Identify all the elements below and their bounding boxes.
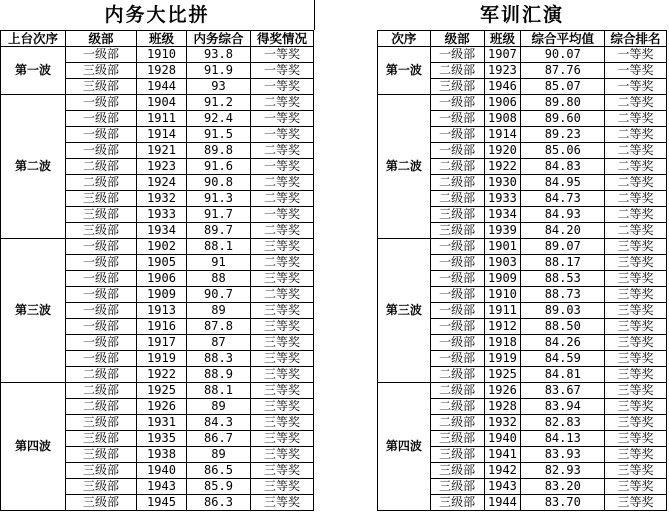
score-cell: 89.03	[521, 303, 605, 319]
award-cell: 一等奖	[251, 63, 314, 79]
award-cell: 二等奖	[605, 207, 667, 223]
class-cell: 1909	[484, 271, 521, 287]
award-cell: 三等奖	[605, 399, 667, 415]
class-cell: 1919	[137, 351, 187, 367]
award-cell: 二等奖	[251, 143, 314, 159]
score-cell: 89.07	[521, 239, 605, 255]
score-cell: 92.4	[187, 111, 251, 127]
class-cell: 1917	[137, 335, 187, 351]
internal-affairs-body	[1, 47, 314, 511]
grade-cell: 一级部	[430, 335, 484, 351]
award-cell: 二等奖	[251, 175, 314, 191]
award-cell: 三等奖	[605, 463, 667, 479]
grade-cell: 二级部	[430, 191, 484, 207]
class-cell: 1939	[484, 223, 521, 239]
score-cell: 88.9	[187, 367, 251, 383]
wave-cell: 第四波	[378, 383, 431, 511]
grade-cell: 三级部	[430, 79, 484, 95]
score-cell: 88	[187, 271, 251, 287]
award-cell: 一等奖	[251, 79, 314, 95]
grade-cell: 一级部	[430, 127, 484, 143]
score-cell: 93	[187, 79, 251, 95]
score-cell: 84.26	[521, 335, 605, 351]
grade-cell: 一级部	[66, 271, 137, 287]
score-cell: 87	[187, 335, 251, 351]
score-cell: 88.53	[521, 271, 605, 287]
score-cell: 87.76	[521, 63, 605, 79]
award-cell: 二等奖	[251, 95, 314, 111]
award-cell: 三等奖	[605, 495, 667, 511]
grade-cell: 二级部	[66, 367, 137, 383]
grade-cell: 一级部	[66, 143, 137, 159]
grade-cell: 一级部	[66, 127, 137, 143]
grade-cell: 一级部	[430, 143, 484, 159]
class-cell: 1938	[137, 447, 187, 463]
score-cell: 84.73	[521, 191, 605, 207]
award-cell: 三等奖	[251, 495, 314, 511]
grade-cell: 三级部	[66, 479, 137, 495]
score-cell: 88.1	[187, 239, 251, 255]
score-cell: 88.50	[521, 319, 605, 335]
column-header-order: 次序	[378, 31, 431, 47]
score-cell: 91	[187, 255, 251, 271]
score-cell: 85.07	[521, 79, 605, 95]
score-cell: 84.81	[521, 367, 605, 383]
class-cell: 1944	[484, 495, 521, 511]
class-cell: 1933	[484, 191, 521, 207]
table-row	[378, 95, 667, 111]
award-cell: 二等奖	[251, 223, 314, 239]
wave-cell: 第一波	[1, 47, 66, 95]
class-cell: 1906	[137, 271, 187, 287]
score-cell: 91.9	[187, 63, 251, 79]
wave-cell: 第四波	[1, 383, 66, 511]
score-cell: 84.83	[521, 159, 605, 175]
class-cell: 1925	[484, 367, 521, 383]
class-cell: 1935	[137, 431, 187, 447]
column-header-grade: 级部	[430, 31, 484, 47]
award-cell: 三等奖	[251, 335, 314, 351]
class-cell: 1918	[484, 335, 521, 351]
award-cell: 三等奖	[605, 303, 667, 319]
score-cell: 88.17	[521, 255, 605, 271]
award-cell: 三等奖	[605, 479, 667, 495]
class-cell: 1908	[484, 111, 521, 127]
score-cell: 85.9	[187, 479, 251, 495]
grade-cell: 一级部	[430, 351, 484, 367]
internal-affairs-title: 内务大比拼	[104, 4, 210, 26]
grade-cell: 二级部	[66, 175, 137, 191]
score-cell: 83.93	[521, 447, 605, 463]
class-cell: 1943	[484, 479, 521, 495]
award-cell: 三等奖	[251, 239, 314, 255]
grade-cell: 一级部	[430, 239, 484, 255]
score-cell: 86.7	[187, 431, 251, 447]
score-cell: 85.06	[521, 143, 605, 159]
score-cell: 89.23	[521, 127, 605, 143]
wave-cell: 第三波	[378, 239, 431, 383]
score-cell: 87.8	[187, 319, 251, 335]
class-cell: 1921	[137, 143, 187, 159]
award-cell: 一等奖	[251, 111, 314, 127]
grade-cell: 三级部	[66, 463, 137, 479]
award-cell: 一等奖	[251, 127, 314, 143]
class-cell: 1922	[484, 159, 521, 175]
class-cell: 1913	[137, 303, 187, 319]
internal-affairs-table	[0, 30, 314, 511]
class-cell: 1904	[137, 95, 187, 111]
score-cell: 91.3	[187, 191, 251, 207]
score-cell: 83.70	[521, 495, 605, 511]
grade-cell: 三级部	[66, 495, 137, 511]
class-cell: 1911	[137, 111, 187, 127]
award-cell: 二等奖	[605, 191, 667, 207]
grade-cell: 二级部	[430, 383, 484, 399]
class-cell: 1942	[484, 463, 521, 479]
award-cell: 三等奖	[605, 383, 667, 399]
class-cell: 1923	[137, 159, 187, 175]
score-cell: 83.94	[521, 399, 605, 415]
column-header-score: 内务综合	[187, 31, 251, 47]
score-cell: 84.95	[521, 175, 605, 191]
grade-cell: 一级部	[430, 47, 484, 63]
class-cell: 1945	[137, 495, 187, 511]
grade-cell: 三级部	[66, 447, 137, 463]
award-cell: 一等奖	[251, 207, 314, 223]
table-header-row	[378, 31, 667, 47]
table-row	[1, 47, 314, 63]
grade-cell: 一级部	[66, 47, 137, 63]
score-cell: 89.7	[187, 223, 251, 239]
award-cell: 三等奖	[251, 431, 314, 447]
column-header-class: 班级	[484, 31, 521, 47]
grade-cell: 二级部	[66, 399, 137, 415]
score-cell: 91.6	[187, 159, 251, 175]
class-cell: 1905	[137, 255, 187, 271]
score-cell: 90.07	[521, 47, 605, 63]
award-cell: 二等奖	[605, 127, 667, 143]
class-cell: 1928	[137, 63, 187, 79]
score-cell: 82.83	[521, 415, 605, 431]
grade-cell: 一级部	[66, 111, 137, 127]
table-row	[378, 239, 667, 255]
class-cell: 1922	[137, 367, 187, 383]
award-cell: 三等奖	[251, 479, 314, 495]
class-cell: 1901	[484, 239, 521, 255]
award-cell: 三等奖	[605, 447, 667, 463]
grade-cell: 二级部	[430, 175, 484, 191]
award-cell: 三等奖	[605, 287, 667, 303]
grade-cell: 二级部	[430, 63, 484, 79]
military-drill-table	[377, 30, 667, 511]
score-cell: 84.3	[187, 415, 251, 431]
class-cell: 1946	[484, 79, 521, 95]
grade-cell: 一级部	[430, 287, 484, 303]
grade-cell: 一级部	[66, 239, 137, 255]
column-header-award: 得奖情况	[251, 31, 314, 47]
award-cell: 二等奖	[605, 159, 667, 175]
award-cell: 二等奖	[605, 143, 667, 159]
table-row	[1, 239, 314, 255]
grade-cell: 三级部	[430, 207, 484, 223]
grade-cell: 三级部	[430, 479, 484, 495]
grade-cell: 一级部	[66, 287, 137, 303]
award-cell: 二等奖	[605, 223, 667, 239]
award-cell: 二等奖	[251, 255, 314, 271]
award-cell: 三等奖	[251, 415, 314, 431]
score-cell: 89	[187, 303, 251, 319]
grade-cell: 一级部	[430, 319, 484, 335]
class-cell: 1916	[137, 319, 187, 335]
score-cell: 89.60	[521, 111, 605, 127]
class-cell: 1902	[137, 239, 187, 255]
table-header-row	[1, 31, 314, 47]
award-cell: 三等奖	[251, 383, 314, 399]
table-row	[378, 383, 667, 399]
score-cell: 84.13	[521, 431, 605, 447]
grade-cell: 二级部	[66, 383, 137, 399]
class-cell: 1919	[484, 351, 521, 367]
award-cell: 二等奖	[605, 95, 667, 111]
award-cell: 一等奖	[605, 79, 667, 95]
class-cell: 1907	[484, 47, 521, 63]
grade-cell: 三级部	[430, 463, 484, 479]
award-cell: 三等奖	[251, 367, 314, 383]
military-drill-title: 军训汇演	[479, 4, 564, 26]
class-cell: 1931	[137, 415, 187, 431]
award-cell: 三等奖	[605, 239, 667, 255]
grade-cell: 二级部	[430, 415, 484, 431]
grade-cell: 三级部	[430, 431, 484, 447]
class-cell: 1940	[137, 463, 187, 479]
award-cell: 三等奖	[251, 351, 314, 367]
grade-cell: 一级部	[430, 95, 484, 111]
award-cell: 一等奖	[605, 47, 667, 63]
column-header-class: 班级	[137, 31, 187, 47]
class-cell: 1932	[137, 191, 187, 207]
class-cell: 1928	[484, 399, 521, 415]
award-cell: 三等奖	[251, 447, 314, 463]
grade-cell: 二级部	[66, 159, 137, 175]
table-row	[1, 383, 314, 399]
award-cell: 二等奖	[251, 191, 314, 207]
award-cell: 三等奖	[251, 303, 314, 319]
award-cell: 二等奖	[251, 287, 314, 303]
internal-affairs-panel	[0, 0, 314, 511]
award-cell: 三等奖	[251, 271, 314, 287]
class-cell: 1934	[484, 207, 521, 223]
grade-cell: 二级部	[430, 399, 484, 415]
award-cell: 一等奖	[605, 63, 667, 79]
award-cell: 三等奖	[251, 463, 314, 479]
class-cell: 1914	[137, 127, 187, 143]
score-cell: 84.59	[521, 351, 605, 367]
class-cell: 1924	[137, 175, 187, 191]
grade-cell: 二级部	[430, 159, 484, 175]
class-cell: 1926	[484, 383, 521, 399]
grade-cell: 三级部	[430, 495, 484, 511]
grade-cell: 三级部	[66, 223, 137, 239]
class-cell: 1911	[484, 303, 521, 319]
military-drill-panel	[377, 0, 667, 511]
score-cell: 83.20	[521, 479, 605, 495]
class-cell: 1923	[484, 63, 521, 79]
score-cell: 89.80	[521, 95, 605, 111]
score-cell: 83.67	[521, 383, 605, 399]
class-cell: 1912	[484, 319, 521, 335]
military-drill-body	[378, 47, 667, 511]
score-cell: 91.2	[187, 95, 251, 111]
grade-cell: 三级部	[66, 431, 137, 447]
award-cell: 一等奖	[251, 159, 314, 175]
class-cell: 1920	[484, 143, 521, 159]
grade-cell: 一级部	[66, 335, 137, 351]
class-cell: 1926	[137, 399, 187, 415]
grade-cell: 一级部	[66, 95, 137, 111]
score-cell: 84.20	[521, 223, 605, 239]
award-cell: 三等奖	[605, 415, 667, 431]
grade-cell: 三级部	[430, 447, 484, 463]
grade-cell: 三级部	[66, 63, 137, 79]
award-cell: 三等奖	[605, 319, 667, 335]
award-cell: 三等奖	[605, 335, 667, 351]
wave-cell: 第二波	[1, 95, 66, 239]
table-row	[1, 95, 314, 111]
class-cell: 1930	[484, 175, 521, 191]
grade-cell: 三级部	[66, 79, 137, 95]
award-cell: 一等奖	[251, 47, 314, 63]
score-cell: 91.5	[187, 127, 251, 143]
award-cell: 三等奖	[251, 319, 314, 335]
title-divider	[314, 0, 315, 30]
column-header-rank: 综合排名	[605, 31, 667, 47]
grade-cell: 一级部	[430, 271, 484, 287]
grade-cell: 三级部	[66, 415, 137, 431]
grade-cell: 一级部	[66, 351, 137, 367]
award-cell: 二等奖	[605, 111, 667, 127]
grade-cell: 三级部	[430, 223, 484, 239]
grade-cell: 二级部	[430, 367, 484, 383]
award-cell: 三等奖	[605, 255, 667, 271]
class-cell: 1933	[137, 207, 187, 223]
score-cell: 89.8	[187, 143, 251, 159]
award-cell: 三等奖	[251, 399, 314, 415]
wave-cell: 第二波	[378, 95, 431, 239]
score-cell: 90.8	[187, 175, 251, 191]
award-cell: 二等奖	[605, 175, 667, 191]
score-cell: 89	[187, 447, 251, 463]
score-cell: 88.3	[187, 351, 251, 367]
class-cell: 1906	[484, 95, 521, 111]
class-cell: 1903	[484, 255, 521, 271]
wave-cell: 第三波	[1, 239, 66, 383]
class-cell: 1941	[484, 447, 521, 463]
class-cell: 1925	[137, 383, 187, 399]
award-cell: 三等奖	[605, 351, 667, 367]
award-cell: 三等奖	[605, 271, 667, 287]
score-cell: 88.1	[187, 383, 251, 399]
column-header-order: 上台次序	[1, 31, 66, 47]
award-cell: 三等奖	[605, 367, 667, 383]
class-cell: 1910	[137, 47, 187, 63]
column-header-average: 综合平均值	[521, 31, 605, 47]
score-cell: 90.7	[187, 287, 251, 303]
grade-cell: 一级部	[66, 303, 137, 319]
table-row	[378, 47, 667, 63]
class-cell: 1944	[137, 79, 187, 95]
score-cell: 84.93	[521, 207, 605, 223]
score-cell: 89	[187, 399, 251, 415]
class-cell: 1910	[484, 287, 521, 303]
grade-cell: 一级部	[66, 255, 137, 271]
wave-cell: 第一波	[378, 47, 431, 95]
class-cell: 1934	[137, 223, 187, 239]
grade-cell: 一级部	[66, 319, 137, 335]
score-cell: 88.73	[521, 287, 605, 303]
class-cell: 1943	[137, 479, 187, 495]
class-cell: 1914	[484, 127, 521, 143]
class-cell: 1932	[484, 415, 521, 431]
grade-cell: 三级部	[66, 191, 137, 207]
grade-cell: 一级部	[430, 111, 484, 127]
score-cell: 91.7	[187, 207, 251, 223]
class-cell: 1940	[484, 431, 521, 447]
column-header-grade: 级部	[66, 31, 137, 47]
class-cell: 1909	[137, 287, 187, 303]
score-cell: 86.3	[187, 495, 251, 511]
award-cell: 三等奖	[605, 431, 667, 447]
grade-cell: 一级部	[430, 255, 484, 271]
score-cell: 86.5	[187, 463, 251, 479]
score-cell: 93.8	[187, 47, 251, 63]
grade-cell: 一级部	[430, 303, 484, 319]
score-cell: 82.93	[521, 463, 605, 479]
grade-cell: 三级部	[66, 207, 137, 223]
